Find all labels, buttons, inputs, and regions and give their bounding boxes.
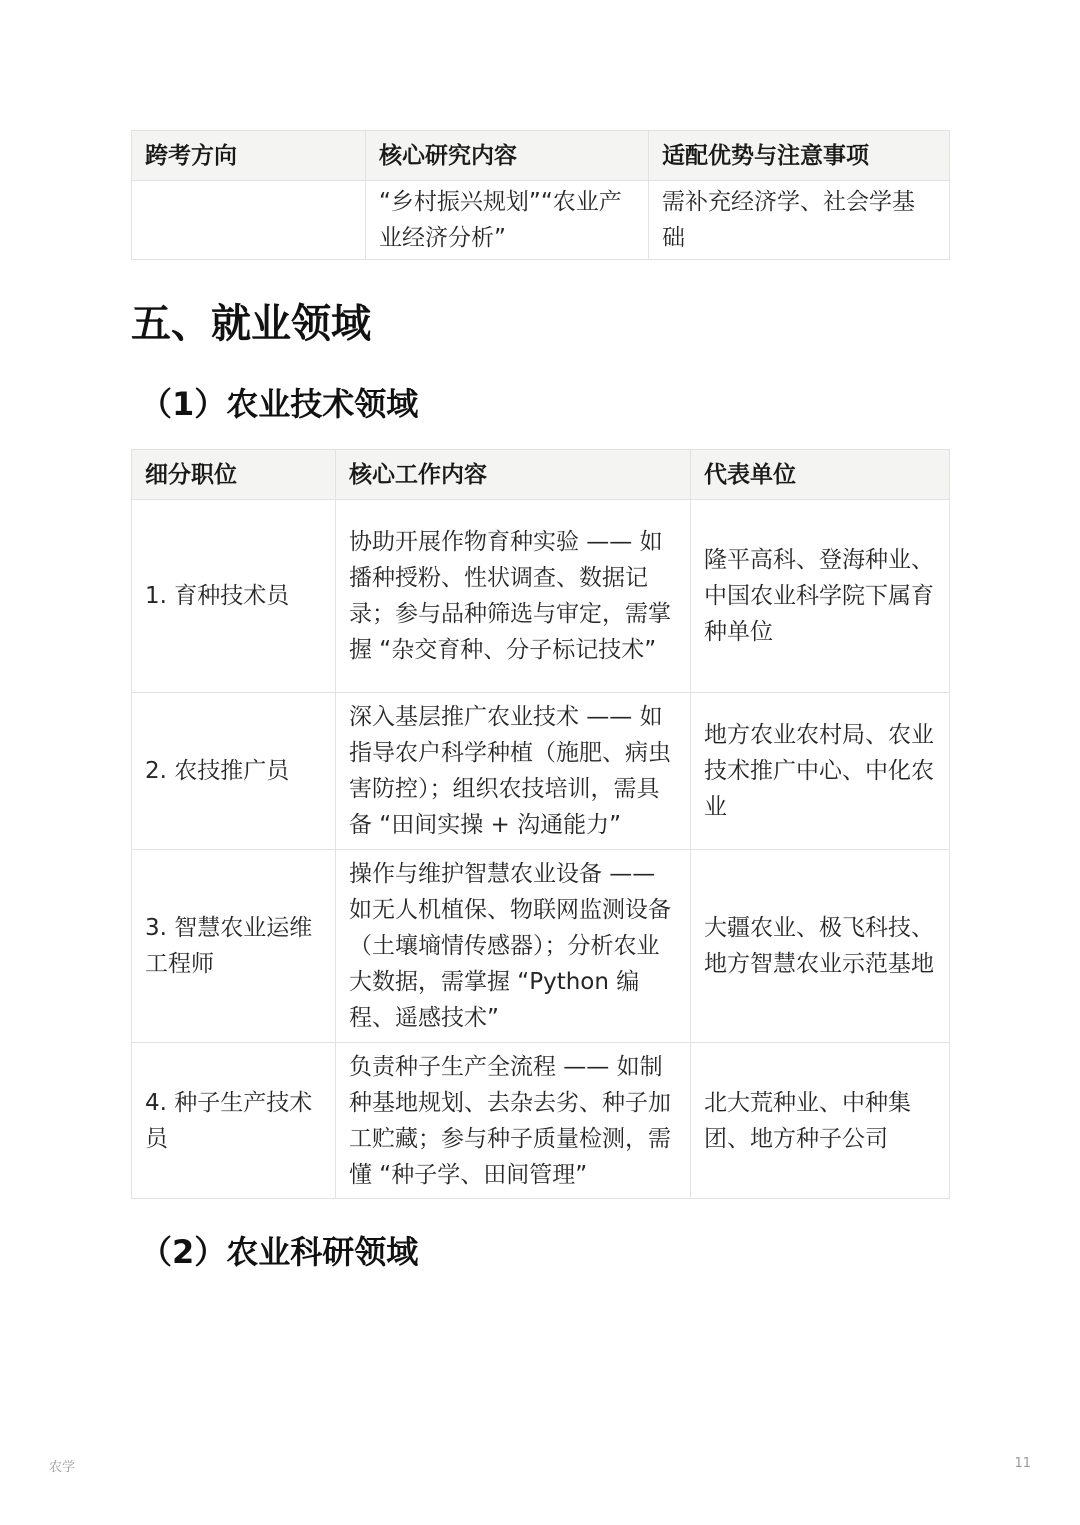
subheading-agri-research: （2）农业科研领域	[140, 1233, 419, 1271]
cell-units: 北大荒种业、中种集团、地方种子公司	[691, 1043, 950, 1199]
footer-doc-title: 农学	[49, 1460, 76, 1475]
jobs-table	[131, 449, 950, 1199]
subheading-agri-tech: （1）农业技术领域	[140, 385, 419, 423]
header-cross-direction: 跨考方向	[132, 131, 366, 181]
cell-units: 地方农业农村局、农业技术推广中心、中化农业	[691, 693, 950, 850]
cell-units: 大疆农业、极飞科技、地方智慧农业示范基地	[691, 850, 950, 1043]
section-heading-employment: 五、就业领域	[131, 301, 371, 347]
header-position: 细分职位	[132, 450, 336, 500]
cell-work-content: 深入基层推广农业技术 —— 如指导农户科学种植（施肥、病虫害防控）；组织农技培训，需具备 “田间实操 + 沟通能力”	[336, 693, 691, 850]
cell-direction	[132, 181, 366, 260]
table-row	[132, 693, 950, 850]
cell-advice: 需补充经济学、社会学基础	[649, 181, 950, 260]
cell-research-content: “乡村振兴规划”“农业产业经济分析”	[366, 181, 649, 260]
cell-position: 3. 智慧农业运维工程师	[132, 850, 336, 1043]
cell-work-content: 操作与维护智慧农业设备 —— 如无人机植保、物联网监测设备（土壤墒情传感器）；分析农业大数据，需掌握 “Python 编程、遥感技术”	[336, 850, 691, 1043]
cell-units: 隆平高科、登海种业、中国农业科学院下属育种单位	[691, 500, 950, 693]
table-header-row	[132, 450, 950, 500]
table-row	[132, 850, 950, 1043]
header-work-content: 核心工作内容	[336, 450, 691, 500]
table-header-row	[132, 131, 950, 181]
cell-work-content: 负责种子生产全流程 —— 如制种基地规划、去杂去劣、种子加工贮藏；参与种子质量检测，需懂 “种子学、田间管理”	[336, 1043, 691, 1199]
cross-exam-table-continued	[131, 130, 950, 260]
header-representative-units: 代表单位	[691, 450, 950, 500]
cell-work-content: 协助开展作物育种实验 —— 如播种授粉、性状调查、数据记录；参与品种筛选与审定，需掌握 “杂交育种、分子标记技术”	[336, 500, 691, 693]
table-row	[132, 181, 950, 260]
header-advantages-notes: 适配优势与注意事项	[649, 131, 950, 181]
cell-position: 1. 育种技术员	[132, 500, 336, 693]
table-row	[132, 1043, 950, 1199]
footer-page-number: 11	[1014, 1456, 1031, 1471]
table-row	[132, 500, 950, 693]
header-core-research: 核心研究内容	[366, 131, 649, 181]
cell-position: 4. 种子生产技术员	[132, 1043, 336, 1199]
cell-position: 2. 农技推广员	[132, 693, 336, 850]
